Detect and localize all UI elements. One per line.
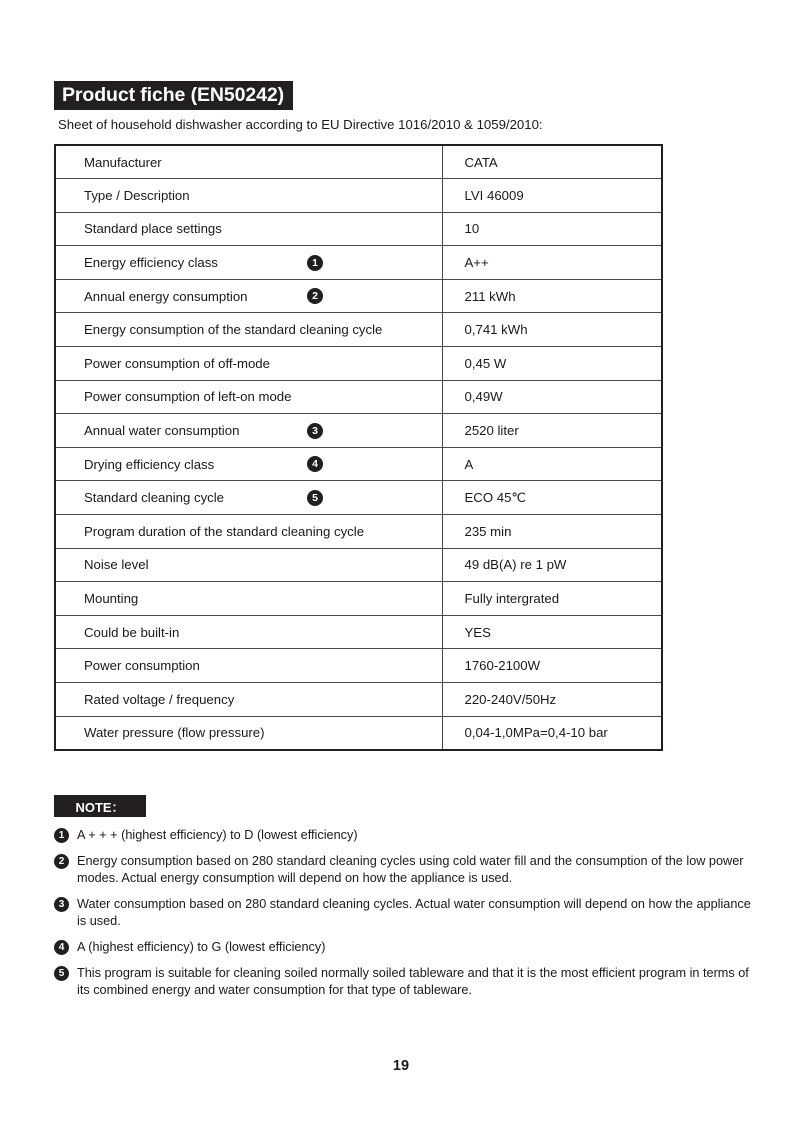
row-label-text: Noise level [84, 557, 149, 573]
note-text: Water consumption based on 280 standard cleaning cycles. Actual water consumption will depend on how the appliance is used. [77, 897, 751, 928]
note-text: This program is suitable for cleaning soiled normally soiled tableware and that it is the most efficient program in terms of its combined energy and water consumption for that type of tableware. [77, 966, 749, 997]
row-label-text: Energy consumption of the standard cleaning cycle [84, 322, 383, 338]
page-subtitle: Sheet of household dishwasher according to EU Directive 1016/2010 & 1059/2010: [58, 117, 543, 132]
row-label-text: Energy efficiency class [84, 255, 218, 271]
table-row [55, 649, 662, 683]
table-cell-value: 2520 liter [442, 414, 662, 448]
table-cell-label [55, 548, 442, 582]
table-cell-value: Fully intergrated [442, 582, 662, 616]
row-label-text: Water pressure (flow pressure) [84, 725, 265, 741]
note-marker-4: 4 [54, 940, 69, 955]
table-cell-label [55, 716, 442, 750]
table-row [55, 716, 662, 750]
row-label-text: Standard place settings [84, 221, 222, 237]
table-cell-value: 0,45 W [442, 347, 662, 381]
footnote-marker-5: 5 [307, 490, 323, 506]
table-cell-value: 0,04-1,0MPa=0,4-10 bar [442, 716, 662, 750]
table-cell-value: ECO 45℃ [442, 481, 662, 515]
table-cell-label [55, 279, 442, 313]
note-text: A + + + (highest efficiency) to D (lowest efficiency) [77, 828, 358, 842]
footnote-marker-3: 3 [307, 423, 323, 439]
table-row [55, 313, 662, 347]
row-label-text: Drying efficiency class [84, 456, 215, 472]
note-item [54, 827, 754, 843]
table-cell-value: LVI 46009 [442, 179, 662, 213]
row-label-text: Program duration of the standard cleaning cycle [84, 523, 365, 539]
table-cell-label [55, 347, 442, 381]
table-row [55, 582, 662, 616]
table-cell-label [55, 447, 442, 481]
table-cell-value: 0,741 kWh [442, 313, 662, 347]
row-label-text: Manufacturer [84, 154, 162, 170]
row-label-text: Annual water consumption [84, 423, 240, 439]
table-row [55, 615, 662, 649]
table-cell-label [55, 313, 442, 347]
row-label-text: Power consumption of left-on mode [84, 389, 292, 405]
note-marker-2: 2 [54, 854, 69, 869]
row-label-text: Power consumption [84, 658, 200, 674]
table-cell-value: 0,49W [442, 380, 662, 414]
table-row [55, 515, 662, 549]
table-row [55, 279, 662, 313]
note-item [54, 939, 754, 955]
table-cell-value: 220-240V/50Hz [442, 683, 662, 717]
table-cell-label [55, 582, 442, 616]
table-row [55, 414, 662, 448]
note-marker-1: 1 [54, 828, 69, 843]
note-text: A (highest efficiency) to G (lowest efficiency) [77, 940, 326, 955]
table-row [55, 481, 662, 515]
note-marker-5: 5 [54, 966, 69, 981]
row-label-text: Power consumption of off-mode [84, 355, 270, 371]
table-cell-value: A++ [442, 246, 662, 280]
table-cell-label [55, 246, 442, 280]
table-cell-label [55, 649, 442, 683]
row-label-text: Could be built-in [84, 624, 180, 640]
note-item [54, 896, 754, 929]
table-row [55, 145, 662, 179]
product-fiche-table [54, 144, 663, 751]
table-cell-label [55, 179, 442, 213]
table-row [55, 347, 662, 381]
note-item [54, 853, 754, 886]
note-item [54, 965, 754, 998]
table-cell-value: 49 dB(A) re 1 pW [442, 548, 662, 582]
table-cell-label [55, 212, 442, 246]
table-cell-value: 1760-2100W [442, 649, 662, 683]
table-cell-value: CATA [442, 145, 662, 179]
footnote-marker-2: 2 [307, 288, 323, 304]
footnote-marker-1: 1 [307, 255, 323, 271]
table-cell-value: YES [442, 615, 662, 649]
row-label-text: Rated voltage / frequency [84, 691, 235, 707]
table-cell-label [55, 481, 442, 515]
table-cell-label [55, 414, 442, 448]
table-row [55, 548, 662, 582]
notes-list [54, 827, 754, 1008]
page-title: Product fiche (EN50242) [54, 81, 293, 110]
table-row [55, 246, 662, 280]
row-label-text: Standard cleaning cycle [84, 490, 225, 506]
row-label-text: Annual energy consumption [84, 288, 248, 304]
table-row [55, 683, 662, 717]
table-cell-value: 10 [442, 212, 662, 246]
table-cell-label [55, 145, 442, 179]
table-cell-label [55, 380, 442, 414]
row-label-text: Type / Description [84, 187, 190, 203]
table-cell-value: 235 min [442, 515, 662, 549]
table-row [55, 380, 662, 414]
table-body [55, 145, 662, 750]
table-row [55, 447, 662, 481]
table-cell-label [55, 515, 442, 549]
page-number: 19 [392, 1058, 410, 1074]
table-row [55, 212, 662, 246]
table-cell-value: 211 kWh [442, 279, 662, 313]
table-row [55, 179, 662, 213]
footnote-marker-4: 4 [307, 456, 323, 472]
table-cell-value: A [442, 447, 662, 481]
table-cell-label [55, 615, 442, 649]
table-cell-label [55, 683, 442, 717]
note-text: Energy consumption based on 280 standard cleaning cycles using cold water fill and the consumption of the low power modes. Actual energy consumption will depend on how the appliance is used. [77, 854, 744, 885]
note-heading-badge: NOTE： [54, 795, 146, 817]
row-label-text: Mounting [84, 591, 139, 607]
note-marker-3: 3 [54, 897, 69, 912]
